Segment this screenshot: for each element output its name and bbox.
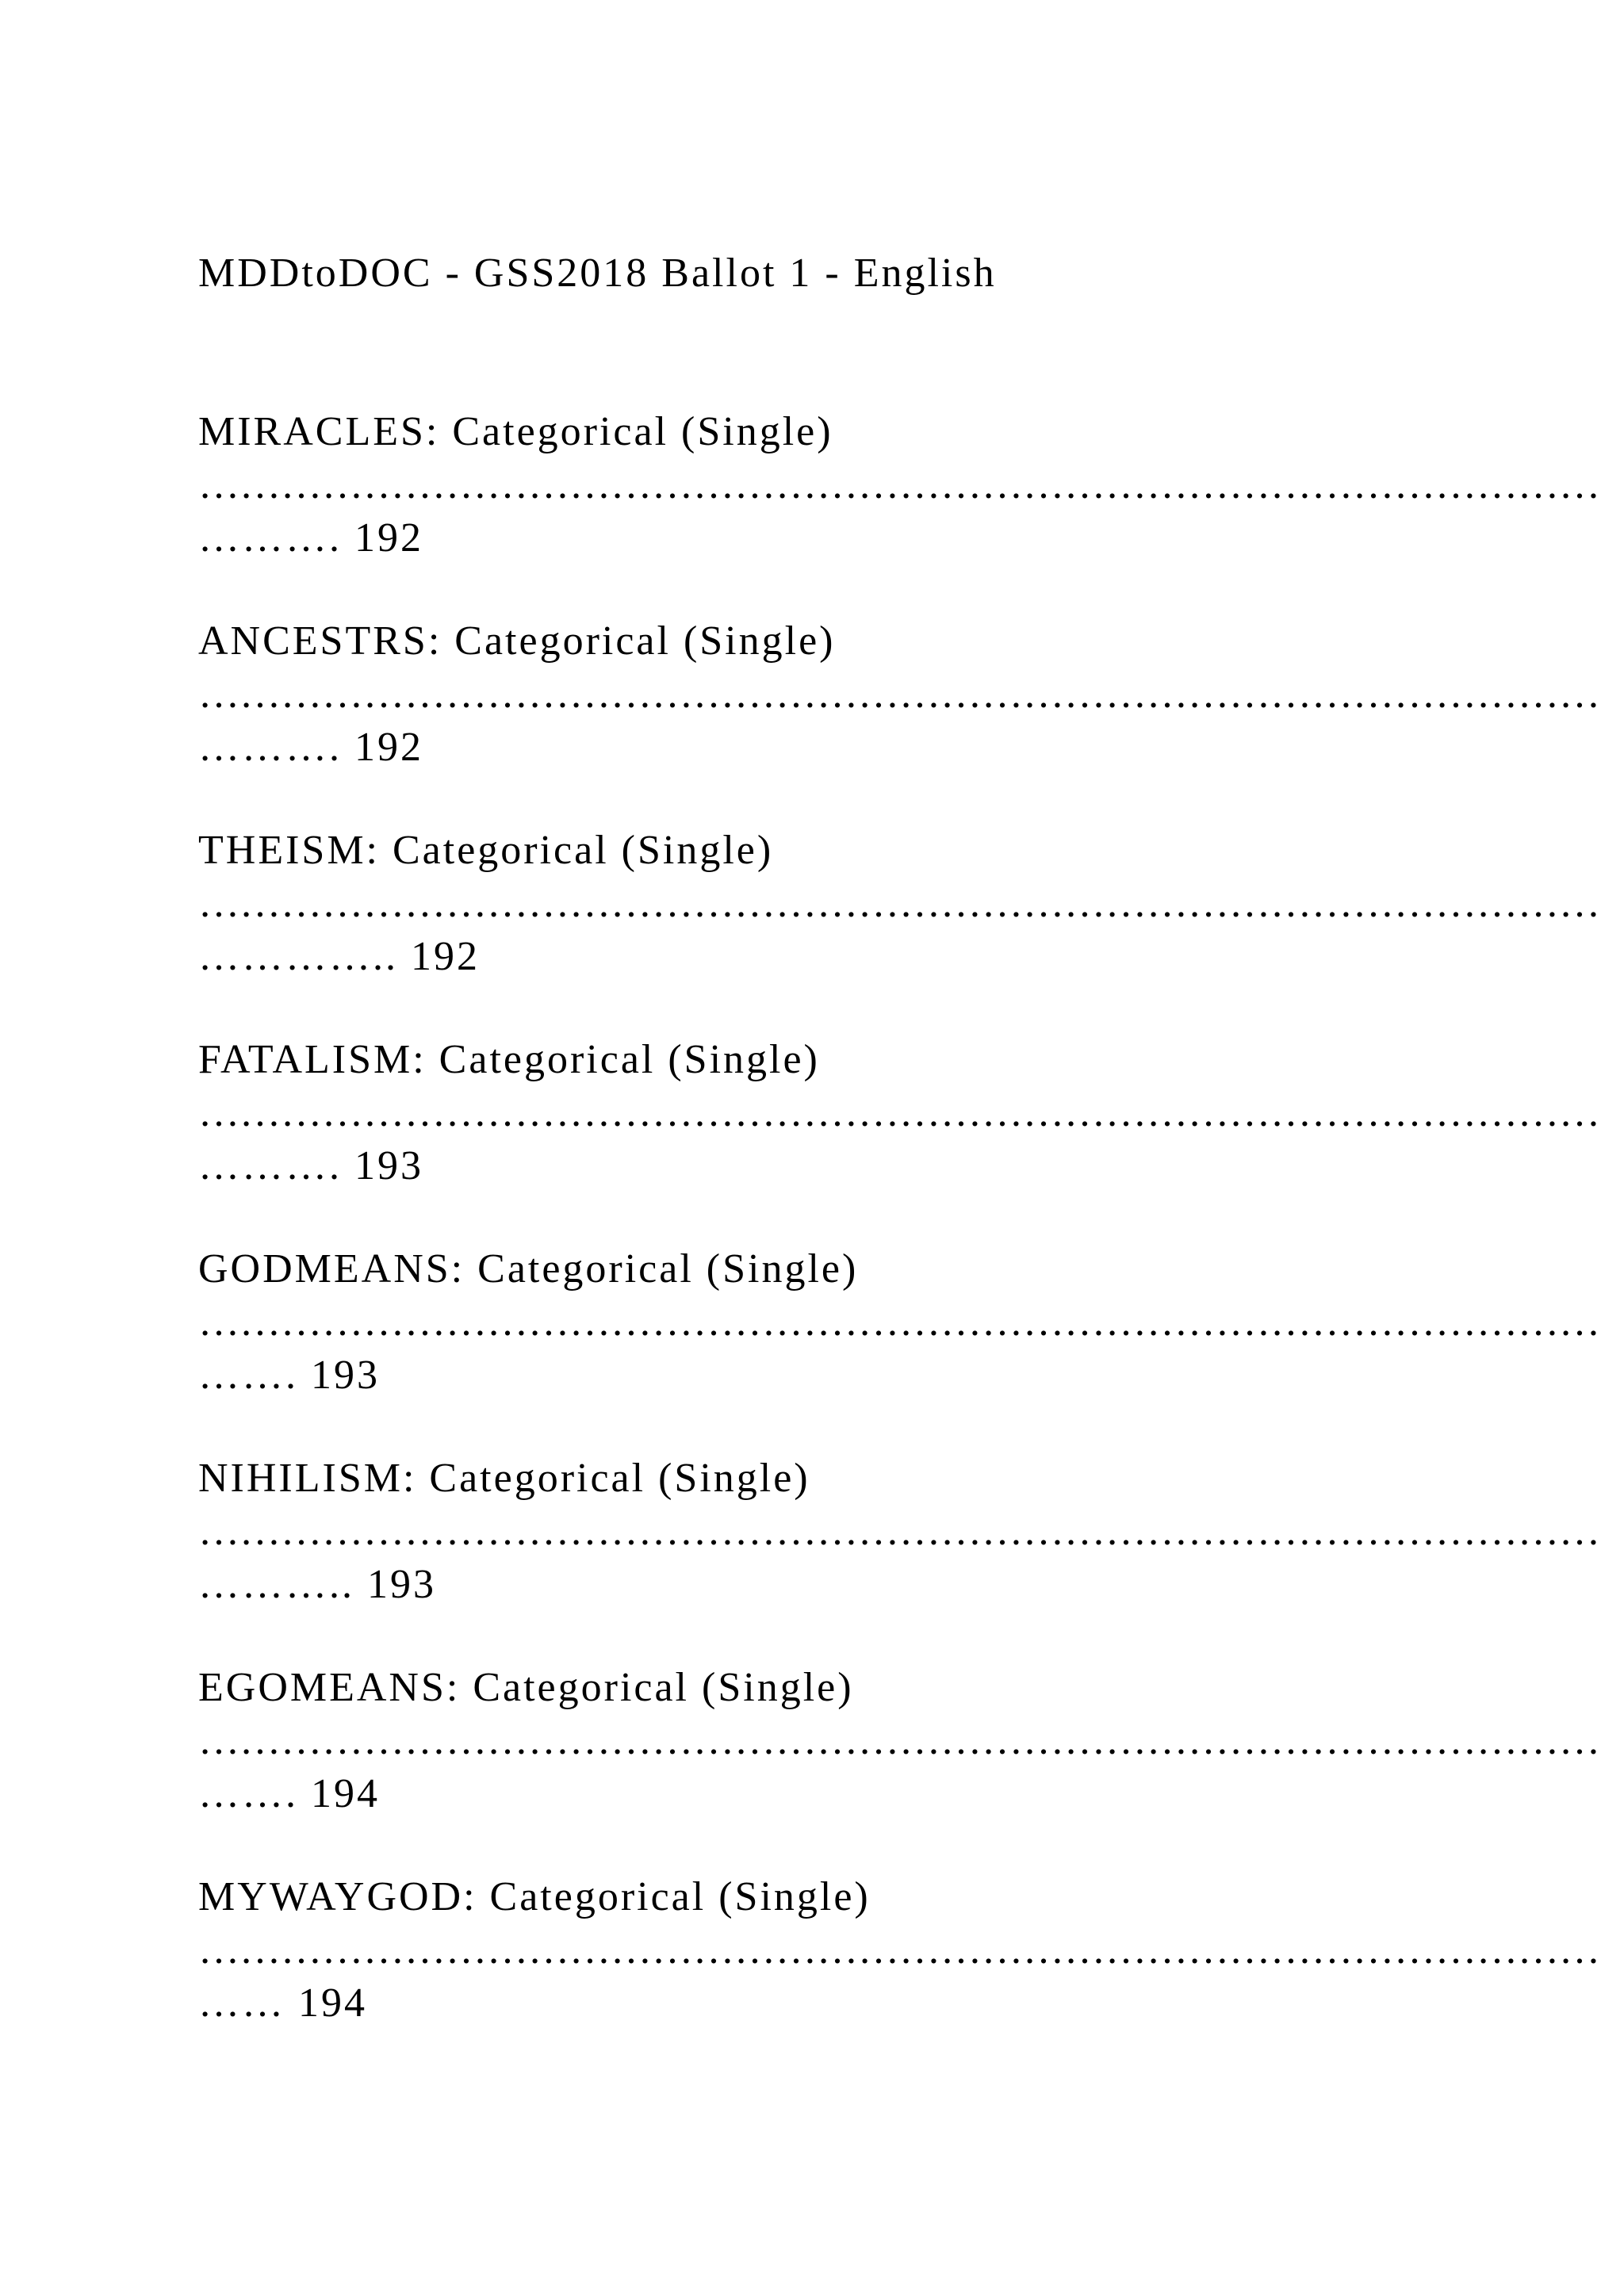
document-title: MDDtoDOC - GSS2018 Ballot 1 - English xyxy=(198,251,997,296)
toc-page-number: ……….. 193 xyxy=(198,1562,436,1607)
toc-page-number: ………….. 192 xyxy=(198,934,480,979)
toc-entry-heading: THEISM: Categorical (Single) xyxy=(198,828,774,873)
toc-dot-leader: ………………………………………………………………………………………… xyxy=(198,462,1600,507)
toc-dot-leader: ………………………………………………………………………………………… xyxy=(198,672,1600,717)
toc-entry-heading: NIHILISM: Categorical (Single) xyxy=(198,1456,810,1501)
toc-entry[interactable] xyxy=(198,1451,1600,1660)
toc-page-number: ………. 192 xyxy=(198,515,423,561)
toc-dot-leader: ………………………………………………………………………………………… xyxy=(198,881,1600,926)
toc-entry-heading: EGOMEANS: Categorical (Single) xyxy=(198,1665,854,1710)
toc-entry[interactable] xyxy=(198,1242,1600,1451)
toc-entry-heading: GODMEANS: Categorical (Single) xyxy=(198,1246,859,1292)
toc-dot-leader: ………………………………………………………………………………………… xyxy=(198,1299,1600,1345)
toc-entry[interactable] xyxy=(198,404,1600,614)
toc-page-number: ……. 194 xyxy=(198,1771,380,1816)
toc-entry[interactable] xyxy=(198,1660,1600,1869)
toc-dot-leader: ………………………………………………………………………………………… xyxy=(198,1090,1600,1135)
toc-page-number: ………. 193 xyxy=(198,1143,423,1188)
toc-page-number: ……. 193 xyxy=(198,1353,380,1398)
toc-entry[interactable] xyxy=(198,823,1600,1032)
toc-entry[interactable] xyxy=(198,1032,1600,1242)
toc-dot-leader: ………………………………………………………………………………………… xyxy=(198,1718,1600,1763)
toc-entry-heading: FATALISM: Categorical (Single) xyxy=(198,1037,820,1082)
toc-entry-heading: MIRACLES: Categorical (Single) xyxy=(198,409,833,454)
toc-dot-leader: ………………………………………………………………………………………… xyxy=(198,1927,1600,1973)
toc-entry-heading: MYWAYGOD: Categorical (Single) xyxy=(198,1874,871,1919)
toc-entry[interactable] xyxy=(198,614,1600,823)
toc-dot-leader: ………………………………………………………………………………………… xyxy=(198,1509,1600,1554)
toc-entry-heading: ANCESTRS: Categorical (Single) xyxy=(198,618,836,664)
toc-entry[interactable] xyxy=(198,1869,1600,2079)
toc-page-number: ………. 192 xyxy=(198,725,423,770)
table-of-contents xyxy=(198,404,1600,2079)
toc-page-number: …… 194 xyxy=(198,1980,367,2026)
